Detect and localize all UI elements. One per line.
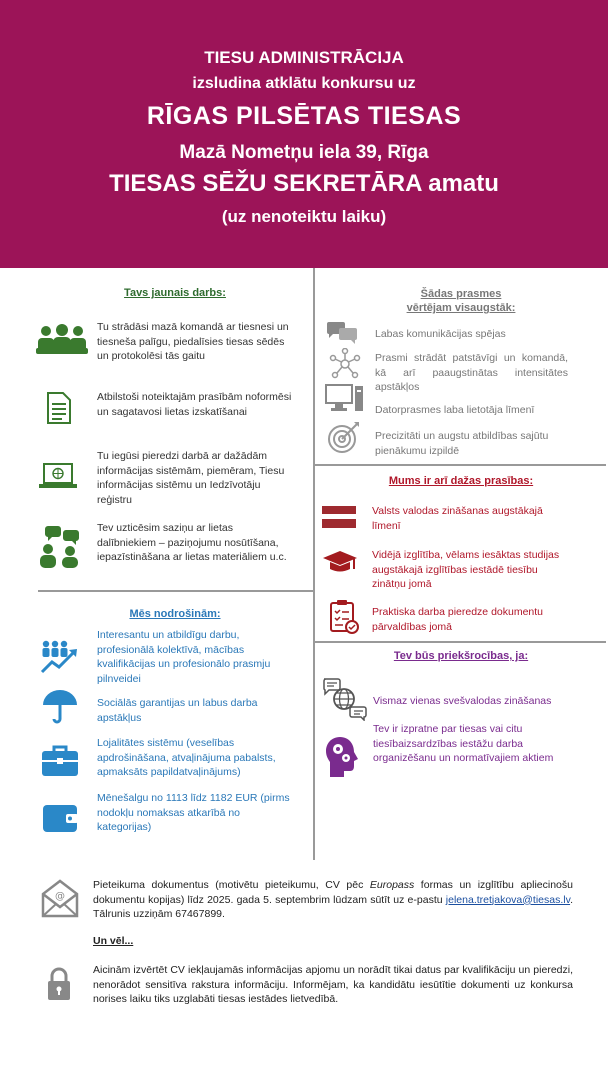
computer-icon — [325, 383, 365, 418]
new-job-title: Tavs jaunais darbs: — [124, 287, 226, 299]
requirements-title: Mums ir arī dažas prasības: — [388, 475, 534, 487]
organization-title: TIESU ADMINISTRĀCIJA — [204, 48, 404, 67]
advantages-item-2: Tev ir izpratne par tiesas vai citu tiesībaizsardzības iestāžu darba organizēšanu un normatīvajiem aktiem — [373, 723, 554, 764]
we-provide-item-2: Sociālās garantijas un labus darba apstākļus — [97, 697, 258, 724]
growth-icon — [40, 640, 80, 679]
right-section-divider-2 — [314, 641, 606, 643]
skills-item-1: Labas komunikācijas spējas — [375, 328, 506, 340]
header-banner — [0, 0, 608, 268]
advantages-title: Tev būs priekšrocības, ja: — [393, 650, 529, 662]
email-envelope-icon — [41, 878, 79, 923]
flag-icon — [322, 506, 356, 533]
email-link[interactable]: jelena.tretjakova@tiesas.lv — [445, 893, 571, 906]
team-icon — [36, 324, 88, 363]
skills-item-4: Precizitāti un augstu atbildības sajūtu pienākumu izpildē — [375, 430, 549, 457]
announcement-subtitle: izsludina atklātu konkursu uz — [192, 75, 416, 92]
head-gears-icon — [324, 736, 360, 783]
court-address: Mazā Nometņu iela 39, Rīga — [179, 142, 429, 163]
requirements-item-3: Praktiska darba pieredze dokumentu pārvaldības jomā — [372, 606, 544, 633]
skills-title — [316, 287, 606, 315]
skills-item-2: Prasmi strādāt patstāvīgi un komandā, kā arī paaugstinātas intensitātes apstākļos — [375, 352, 568, 393]
we-provide-item-1: Interesantu un atbildīgu darbu, profesionālā kolektīvā, mācības kvalifikācijas un profesionālo prasmju pilnveidei — [97, 629, 271, 685]
umbrella-icon — [42, 689, 78, 730]
right-section-divider-1 — [314, 464, 606, 466]
new-job-item-4: Tev uzticēsim saziņu ar lietas dalībniekiem – paziņojumu nosūtīšana, iepazīstināšana ar lietas materiāliem u.c. — [97, 522, 287, 563]
requirements-item-1: Valsts valodas zināšanas augstākajā līmenī — [372, 505, 543, 532]
application-europass: Europass — [369, 879, 415, 891]
target-icon — [327, 420, 361, 459]
application-text-middle: formas un izglītību apliecinošu dokumentu kopijas) līdz 2025. gada 5. septembrim lūdzam sūtīt uz e-pastu — [93, 879, 573, 906]
new-job-item-2: Atbilstoši noteiktajām prasībām noformēsi un sagatavosi lietas izskatīšanai — [97, 391, 292, 418]
svg-text:@: @ — [55, 891, 65, 902]
more-text: Aicinām izvērtēt CV iekļaujamās informācijas apjomu un norādīt tikai datus par kvalifikāciju un pieredzi, nenorādot sensitīva rakstura informāciju. Informējam, ka kandidātu iesūtītie dokumenti uz konkursa norises laiku tiks uzglabāti tiesas iestādes lietvedībā. — [93, 964, 573, 1005]
requirements-item-2: Vidējā izglītība, vēlams iesāktas studijas augstākajā izglītības iestādē tiesību zinātņu jomā — [372, 549, 560, 590]
application-text-after: . Tālrunis uzziņām 67467899. — [93, 893, 573, 920]
conversation-icon — [36, 524, 82, 573]
skills-title-line2: vērtējam visaugstāk: — [406, 302, 516, 314]
application-text-before: Pieteikuma dokumentus (motivētu pieteikumu, CV pēc — [93, 879, 370, 891]
network-icon — [329, 348, 361, 385]
court-name: RĪGAS PILSĒTAS TIESAS — [146, 102, 462, 130]
more-title: Un vēl... — [93, 935, 134, 947]
laptop-icon — [38, 462, 78, 495]
position-term: (uz nenoteiktu laiku) — [221, 207, 387, 226]
chat-icon — [325, 320, 359, 351]
skills-title-line1: Šādas prasmes — [420, 288, 502, 300]
we-provide-item-3: Lojalitātes sistēmu (veselības apdrošināšana, atvaļinājuma pabalsts, apmaksāts papildatvaļinājums) — [97, 737, 276, 778]
languages-icon — [322, 677, 368, 726]
lock-icon — [47, 967, 71, 1006]
briefcase-icon — [41, 745, 79, 782]
checklist-icon — [329, 599, 359, 640]
left-section-divider — [38, 590, 314, 592]
center-divider — [313, 268, 315, 860]
wallet-icon — [42, 803, 78, 838]
document-icon — [46, 392, 72, 429]
new-job-item-3: Tu iegūsi pieredzi darbā ar dažādām informācijas sistēmām, piemēram, Tiesu informācijas sistēmu un Iedzīvotāju reģistru — [97, 450, 285, 506]
new-job-item-1: Tu strādāsi mazā komandā ar tiesnesi un tiesneša palīgu, piedalīsies tiesas sēdēs un protokolēsi tās gaitu — [97, 321, 289, 362]
we-provide-title: Mēs nodrošinām: — [129, 608, 221, 620]
application-info — [93, 878, 573, 922]
advantages-item-1: Vismaz vienas svešvalodas zināšanas — [373, 695, 552, 707]
skills-item-3: Datorprasmes laba lietotāja līmenī — [375, 404, 535, 416]
graduation-cap-icon — [322, 549, 358, 580]
we-provide-item-4: Mēnešalgu no 1113 līdz 1182 EUR (pirms nodokļu nomaksas atkarībā no kategorijas) — [97, 792, 290, 833]
position-title: TIESAS SĒŽU SEKRETĀRA amatu — [109, 170, 499, 197]
